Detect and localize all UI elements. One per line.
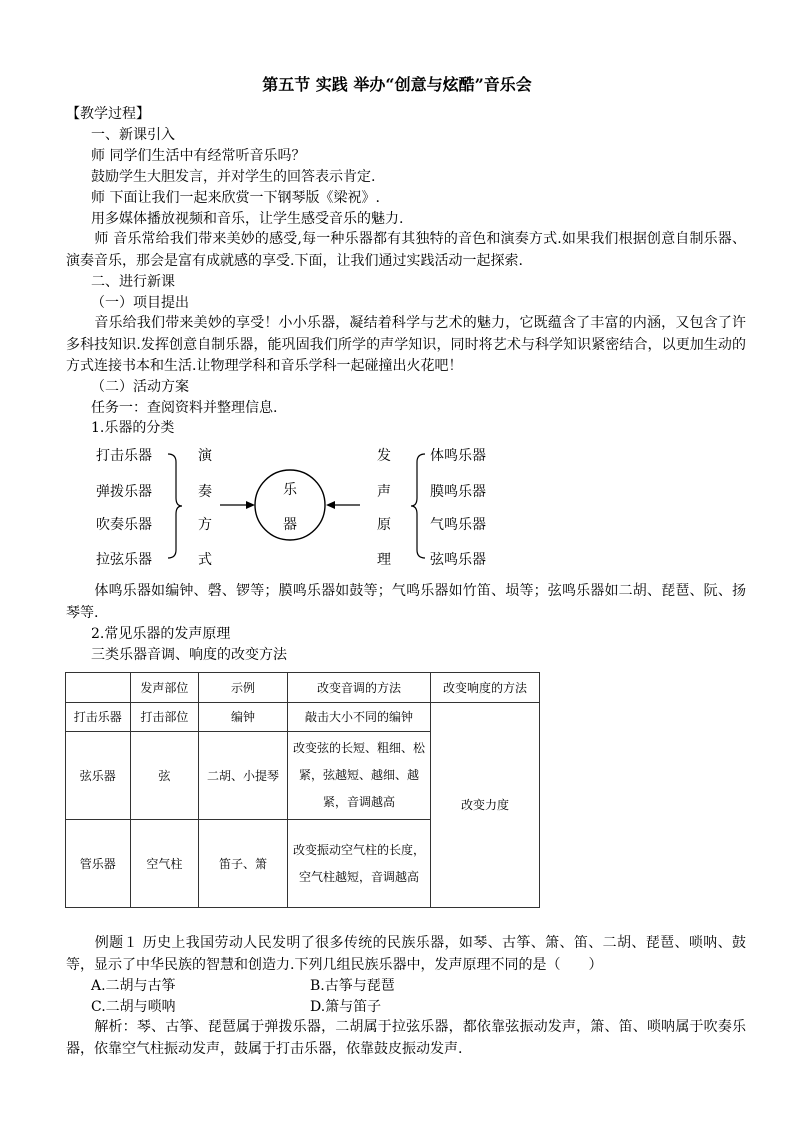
heading-1: 一、新课引入 <box>91 127 175 143</box>
diagram-left-item: 拉弦乐器 <box>96 552 152 568</box>
text-line: 2.常见乐器的发声原理 <box>91 626 231 642</box>
left-arrowhead <box>246 501 255 509</box>
table-cell: 管乐器 <box>66 820 131 908</box>
diagram-center-label: 器 <box>283 517 297 533</box>
table-cell: 打击部位 <box>130 703 199 732</box>
text-line: 鼓励学生大胆发言，并对学生的回答表示肯定. <box>91 169 376 185</box>
diagram-right-item: 膜鸣乐器 <box>430 484 486 500</box>
text-line: 用多媒体播放视频和音乐，让学生感受音乐的魅力. <box>91 211 404 227</box>
table-cell: 打击乐器 <box>66 703 131 732</box>
instrument-table <box>65 672 540 908</box>
table-cell: 弦乐器 <box>66 732 131 820</box>
table-header-cell <box>66 673 131 703</box>
diagram-right-label: 发 <box>377 448 391 464</box>
paragraph: 师 音乐常给我们带来美妙的感受,每一种乐器都有其独特的音色和演奏方式.如果我们根据创意自制乐器、演奏音乐，那会是富有成就感的享受.下面，让我们通过实践活动一起探索. <box>66 231 746 269</box>
option-b: B.古筝与琵琶 <box>310 978 395 994</box>
subheading: （一）项目提出 <box>91 295 189 311</box>
example-analysis: 解析：琴、古筝、琵琶属于弹拨乐器，二胡属于拉弦乐器，都依靠弦振动发声，箫、笛、唢呐属于吹奏乐器，依靠空气柱振动发声，鼓属于打击乐器，依靠鼓皮振动发声. <box>66 1019 746 1057</box>
diagram-right-label: 声 <box>377 484 391 500</box>
table-cell: 编钟 <box>199 703 288 732</box>
left-brace <box>168 454 182 558</box>
page-title: 第五节 实践 举办“创意与炫酷”音乐会 <box>262 75 532 94</box>
table-cell: 敲击大小不同的编钟 <box>287 703 430 732</box>
table-cell: 笛子、箫 <box>199 820 288 908</box>
text-line: 师 下面让我们一起来欣赏一下钢琴版《梁祝》. <box>91 190 380 206</box>
diagram-center-label: 乐 <box>283 482 297 498</box>
diagram-left-item: 弹拨乐器 <box>96 484 152 500</box>
table-header-cell: 发声部位 <box>130 673 199 703</box>
option-c: C.二胡与唢呐 <box>91 999 176 1015</box>
paragraph: 体鸣乐器如编钟、磬、锣等；膜鸣乐器如鼓等；气鸣乐器如竹笛、埙等；弦鸣乐器如二胡、琵琶、阮、扬琴等. <box>66 583 746 621</box>
table-cell: 空气柱 <box>130 820 199 908</box>
text-line: 1.乐器的分类 <box>91 420 175 436</box>
diagram-left-label: 奏 <box>198 484 212 500</box>
table-row <box>66 703 540 732</box>
diagram-right-item: 弦鸣乐器 <box>430 552 486 568</box>
option-a: A.二胡与古筝 <box>91 978 176 994</box>
diagram-left-item: 吹奏乐器 <box>96 517 152 533</box>
paragraph: 音乐给我们带来美妙的享受！小小乐器，凝结着科学与艺术的魅力，它既蕴含了丰富的内涵，又包含了许多科技知识.发挥创意自制乐器，能巩固我们所学的声学知识，同时将艺术与科学知识紧密结合，以更加生动的方式连接书本和生活.让物理学科和音乐学科一起碰撞出火花吧！ <box>66 315 746 374</box>
table-header-cell: 改变音调的方法 <box>287 673 430 703</box>
table-header-row <box>66 673 540 703</box>
heading-2: 二、进行新课 <box>91 274 175 290</box>
table-cell: 改变弦的长短、粗细、松紧，弦越短、越细、越紧，音调越高 <box>287 732 430 820</box>
diagram-right-label: 原 <box>377 517 391 533</box>
text-line: 师 同学们生活中有经常听音乐吗？ <box>91 148 306 164</box>
diagram-right-label: 理 <box>377 552 391 568</box>
text-line: 任务一：查阅资料并整理信息. <box>91 400 278 416</box>
diagram-left-item: 打击乐器 <box>96 448 152 464</box>
text-line: 三类乐器音调、响度的改变方法 <box>91 647 287 663</box>
option-d: D.箫与笛子 <box>310 999 382 1015</box>
table-cell: 二胡、小提琴 <box>199 732 288 820</box>
diagram-left-label: 式 <box>198 552 212 568</box>
table-header-cell: 示例 <box>199 673 288 703</box>
section-heading: 【教学过程】 <box>66 106 150 122</box>
table-cell: 弦 <box>130 732 199 820</box>
diagram-right-item: 体鸣乐器 <box>430 448 486 464</box>
table-cell: 改变振动空气柱的长度，空气柱越短，音调越高 <box>287 820 430 908</box>
right-arrowhead <box>326 501 335 509</box>
subheading: （二）活动方案 <box>91 379 189 395</box>
table-header-cell: 改变响度的方法 <box>431 673 540 703</box>
right-brace <box>411 454 425 558</box>
table-cell-merged: 改变力度 <box>431 703 540 908</box>
example-question: 例题１ 历史上我国劳动人民发明了很多传统的民族乐器，如琴、古筝、箫、笛、二胡、琵琶、唢呐、鼓等，显示了中华民族的智慧和创造力.下列几组民族乐器中，发声原理不同的是（ ） <box>66 935 746 973</box>
center-circle <box>255 470 325 540</box>
diagram-left-label: 演 <box>198 448 212 464</box>
diagram-left-label: 方 <box>198 517 212 533</box>
diagram-right-item: 气鸣乐器 <box>430 517 486 533</box>
